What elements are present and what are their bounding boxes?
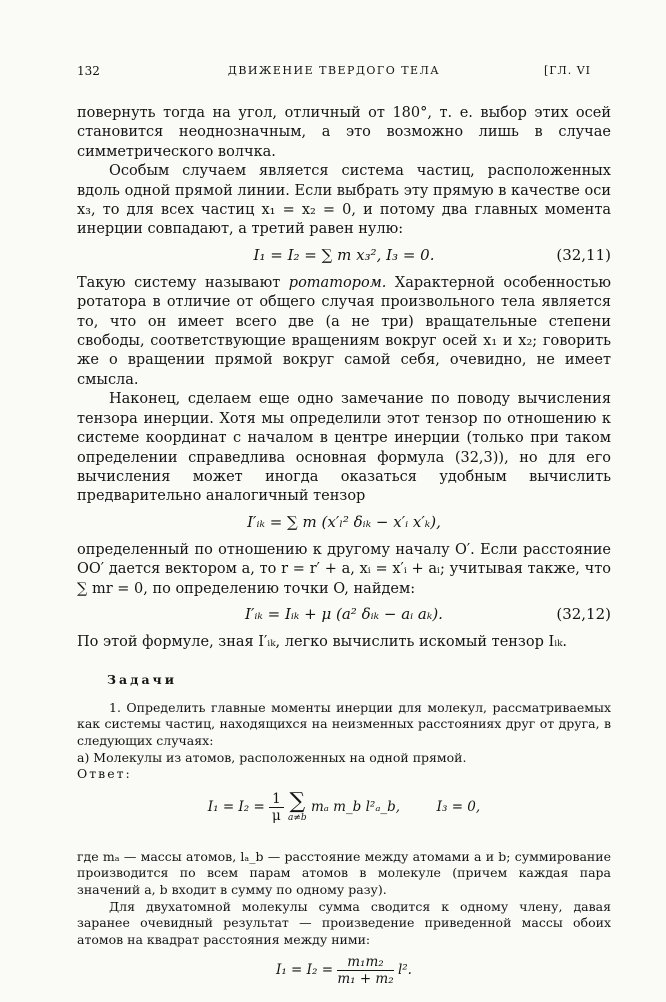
answer-note-2: Для двухатомной молекулы сумма сводится к одному члену, давая заранее очевидный результат — произведение приведенной массы обоих атомов на квадрат расстояния между ними: [77,898,611,947]
paragraph-4: Наконец, сделаем еще одно замечание по поводу вычисления тензора инерции. Хотя мы определили этот тензор по отношению к системе координат с началом в центре инерции (только при таком определении справедлива основная формула (32,3)), но для его вычисления может иногда оказаться удобным вычислить предварительно аналогичный тензор [77,391,611,505]
running-title: ДВИЖЕНИЕ ТВЕРДОГО ТЕЛА [227,64,441,77]
equation-right: l². [397,962,412,979]
answer-note-1: где mₐ — массы атомов, lₐ_b — расстояние между атомами a и b; суммирование производится по всем парам атомов в молекуле (причем каждая пара значений a, b входит в сумму по одному разу). [77,848,611,897]
equation-number: (32,12) [556,604,611,623]
chapter-marker: [ГЛ. VI [543,64,591,77]
paragraph-3-rest: Характерной особенностью ротатора в отличие от общего случая произвольного тела является то, что он имеет всего две (а не три) вращательные степени свободы, соответствующие вращениям вокруг осей x₁ и x₂; говорить же о вращении прямой вокруг самой себя, очевидно, не имеет смысла. [77,274,611,388]
equation-32-12 [77,605,611,627]
sum-limit: a≠b [287,813,307,824]
problems-section [77,700,611,995]
term-rotator: ротатором. [288,274,387,291]
paragraph-1: повернуть тогда на угол, отличный от 180°, т. е. выбор этих осей становится неоднозначным, а это возможно лишь в случае симметрического волчка. [77,105,611,160]
fraction-numerator: m₁m₂ [337,954,393,971]
sum-sign: ∑ [289,789,306,815]
equation-right: I₃ = 0, [436,798,481,815]
answer-equation [77,791,611,841]
problems-heading: Задачи [107,672,177,688]
paragraph-3-start: Такую систему называют [77,274,289,291]
fraction [269,791,284,824]
summation [288,791,307,823]
sum-term: mₐ m_b l²ₐ_b, [310,798,401,815]
fraction-denominator: μ [271,807,281,824]
equation-body: I′ᵢₖ = ∑ m (x′ₗ² δᵢₖ − x′ᵢ x′ₖ), [247,512,441,531]
equation-body: I₁ = I₂ = ∑ m x₃², I₃ = 0. [253,245,435,264]
fraction [337,954,393,987]
equation-number: (32,11) [556,245,611,264]
fraction-denominator: m₁ + m₂ [337,971,394,988]
equation-left: I₁ = I₂ = [276,962,334,979]
problem-1-case-a: а) Молекулы из атомов, расположенных на одной прямой. [77,749,467,765]
equation-left: I₁ = I₂ = [207,798,265,815]
equation-shifted-tensor [77,513,611,535]
equation-32-11 [77,246,611,268]
main-text [77,104,611,1002]
fraction-numerator: 1 [269,791,284,808]
equation-body: I′ᵢₖ = Iᵢₖ + μ (a² δᵢₖ − aᵢ aₖ). [245,604,443,623]
paragraph-3 [77,274,611,390]
problem-1-text: 1. Определить главные моменты инерции для молекул, рассматриваемых как системы частиц, находящихся на неизменных расстояниях друг от друга, в следующих случаях: [77,699,611,748]
answer-label: Ответ: [77,766,132,782]
paragraph-6: По этой формуле, зная I′ᵢₖ, легко вычислить искомый тензор Iᵢₖ. [77,633,568,650]
page-number: 132 [77,64,100,78]
page-header [77,64,591,86]
paragraph-2: Особым случаем является система частиц, расположенных вдоль одной прямой линии. Если выбрать эту прямую в качестве оси x₃, то для всех частиц x₁ = x₂ = 0, и потому два главных момента инерции совпадают, а третий равен нулю: [77,163,611,238]
paragraph-5: определенный по отношению к другому началу O′. Если расстояние OO′ дается вектором a, то r = r′ + a, xᵢ = x′ᵢ + aᵢ; учитывая также, что ∑ mr = 0, по определению точки O, найдем: [77,541,611,597]
diatomic-equation [77,954,611,994]
